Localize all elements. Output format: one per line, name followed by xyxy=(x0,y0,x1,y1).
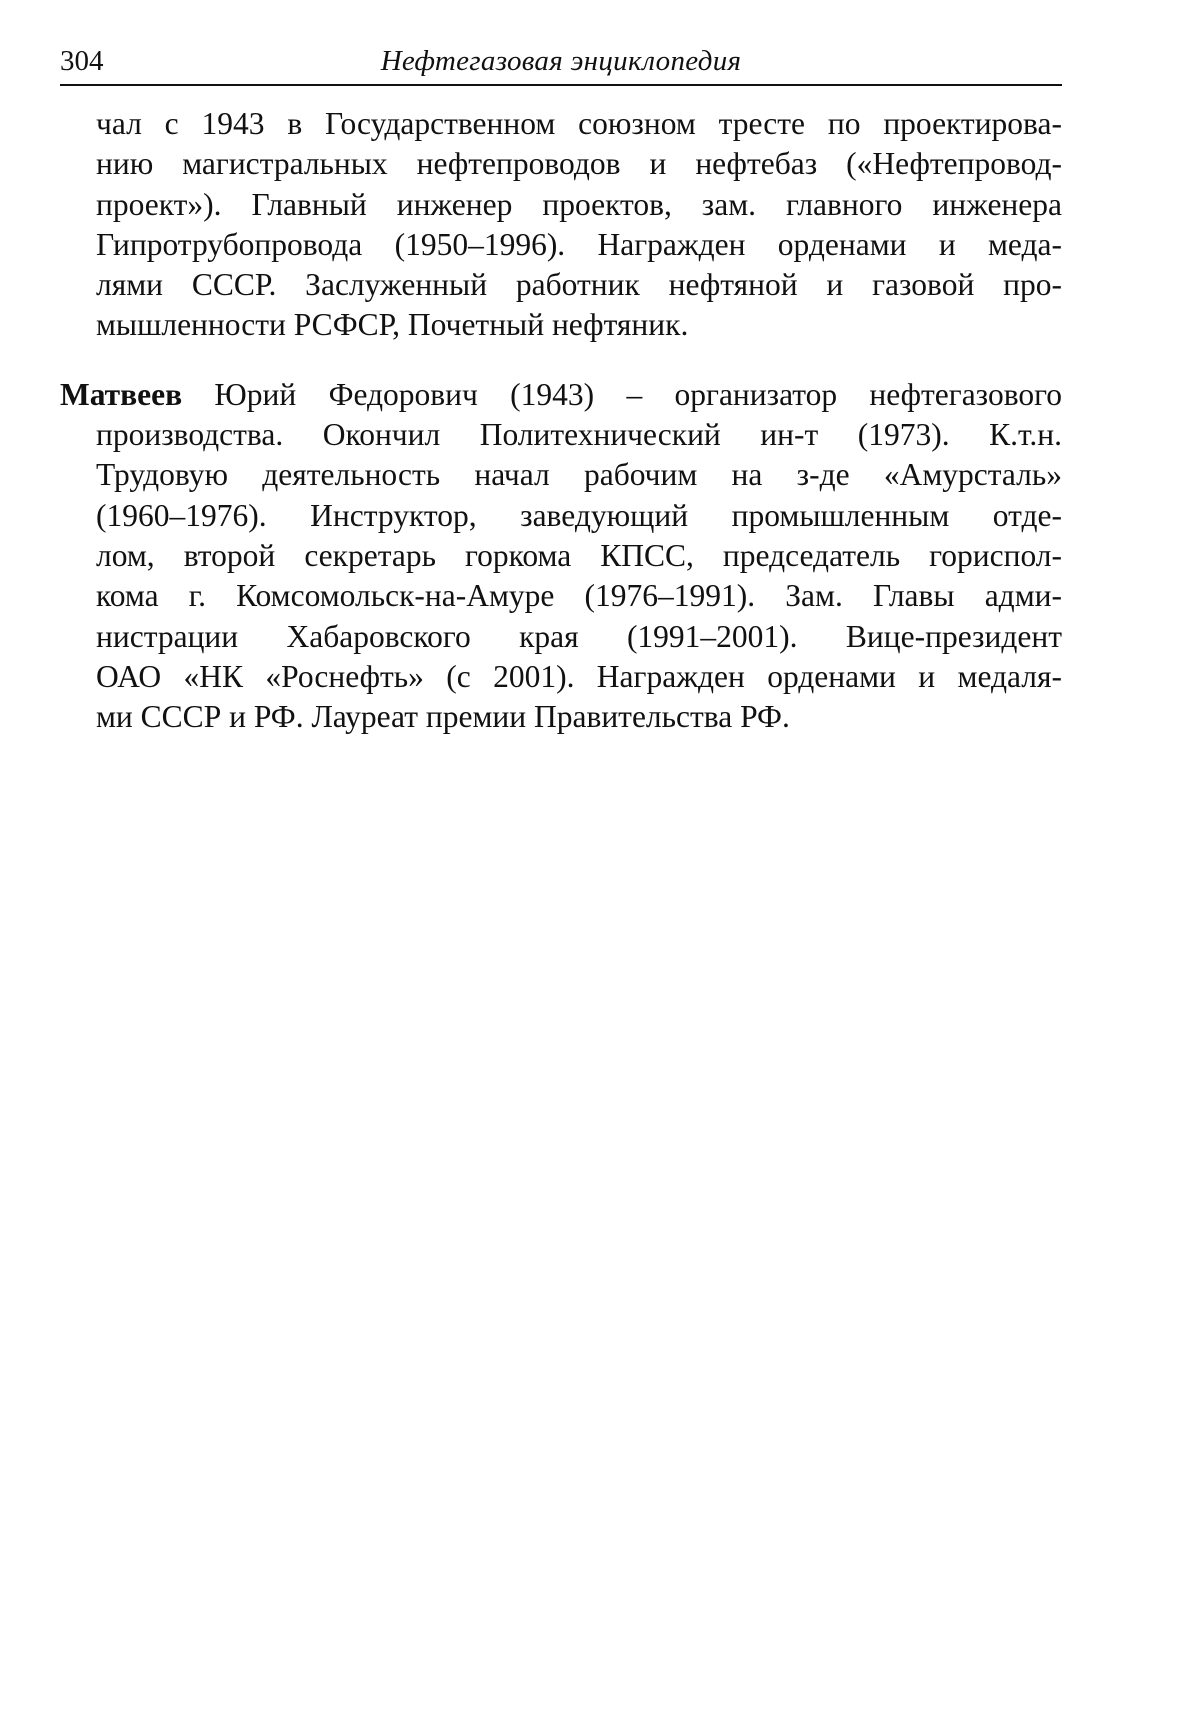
page-number: 304 xyxy=(60,45,104,77)
text-line: чал с 1943 в Государственном союзном тресте по проектирова- xyxy=(96,106,1062,141)
text-line: Гипротрубопровода (1950–1996). Награжден орденами и меда- xyxy=(96,226,1062,262)
entry-headword: Матвеев xyxy=(60,376,183,412)
text-line: мышленности РСФСР, Почетный нефтяник. xyxy=(96,307,689,343)
text-line: нию магистральных нефтепроводов и нефтебаз («Нефтепровод- xyxy=(96,146,1062,182)
text-line: ОАО «НК «Роснефть» (с 2001). Награжден орденами и медаля- xyxy=(96,658,1062,694)
text-line: кома г. Комсомольск-на-Амуре (1976–1991). Зам. Главы адми- xyxy=(96,578,1062,614)
continued-paragraph xyxy=(60,104,1062,346)
running-title: Нефтегазовая энциклопедия xyxy=(380,45,742,77)
text-line: (1960–1976). Инструктор, заведующий промышленным отде- xyxy=(96,497,1062,533)
page-body xyxy=(60,104,1062,737)
text-line: Трудовую деятельность начал рабочим на з-де «Амурсталь» xyxy=(96,457,1062,493)
text-line: ми СССР и РФ. Лауреат премии Правительства РФ. xyxy=(96,699,790,735)
text-line: лями СССР. Заслуженный работник нефтяной и газовой про- xyxy=(96,267,1062,303)
entry-first-line-text: Юрий Федорович (1943) – организатор нефтегазового xyxy=(182,376,1062,412)
text-line: лом, второй секретарь горкома КПСС, председатель гориспол- xyxy=(96,537,1062,573)
entry-first-line xyxy=(60,375,1062,415)
encyclopedia-entry xyxy=(60,375,1062,738)
text-line: проект»). Главный инженер проектов, зам. главного инженера xyxy=(96,186,1062,222)
text-line: нистрации Хабаровского края (1991–2001). Вице-президент xyxy=(96,618,1062,654)
page-header xyxy=(60,44,1062,86)
text-line: производства. Окончил Политехнический ин-т (1973). К.т.н. xyxy=(96,417,1062,453)
